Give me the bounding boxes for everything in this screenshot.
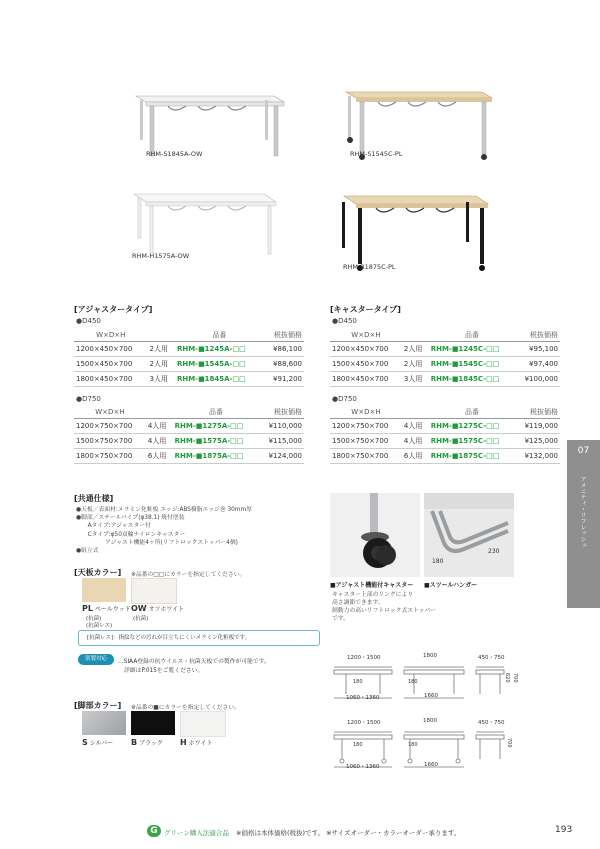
table-row — [74, 342, 304, 357]
column-header: 品番 — [429, 328, 516, 342]
table-row — [74, 449, 304, 464]
dim-base-a: 1060・1360 — [346, 695, 380, 701]
table-cell: ¥132,000 — [515, 449, 560, 464]
spec-line: ●天板／表面材:メラミン化粧板 エッジ:ABS樹脂エッジ巻 30mm厚 — [76, 507, 252, 513]
table-cell: RHM-■1575A-□□ — [173, 434, 260, 449]
table-cell: 1500×750×700 — [74, 434, 146, 449]
leg-color-title: [脚部カラー] — [74, 701, 122, 710]
antibacterial-note-box: [抗菌レス]：指紋などの汚れが目立ちにくいメラミン化粧板です。 — [78, 630, 320, 646]
green-purchase-logo: G — [147, 825, 161, 837]
footer-note: ※価格は本体価格(税抜)です。 ※サイズオーダー・カラーオーダー承ります。 — [236, 829, 461, 837]
table-cell: ¥86,100 — [264, 342, 304, 357]
table-cell: ¥88,600 — [264, 357, 304, 372]
column-header: 品番 — [173, 405, 260, 419]
green-purchase-label: グリーン購入法適合品 — [164, 829, 229, 837]
table-cell: 3人用 — [148, 372, 175, 387]
table-cell: 1800×750×700 — [74, 449, 146, 464]
table-row — [330, 419, 560, 434]
swatch-off-white — [131, 578, 177, 604]
dim-base-b: 1660 — [424, 693, 438, 699]
custom-order-badge: 別製対応 — [78, 654, 114, 665]
hanger-dim-230: 230 — [488, 548, 500, 555]
color-sub-label: (抗菌) — [133, 616, 149, 622]
hanger-caption: ■スツールハンガー — [424, 582, 478, 589]
dim-height-700: 700 — [512, 673, 518, 683]
table-cell: 2人用 — [402, 342, 429, 357]
table-cell: ¥125,000 — [515, 434, 560, 449]
table-cell: 1500×750×700 — [330, 434, 402, 449]
depth-750-label: ●D750 — [76, 395, 101, 403]
dim-height-620: 620 — [504, 673, 510, 683]
column-header: 税抜価格 — [259, 405, 304, 419]
table-row — [74, 372, 304, 387]
table-cell: RHM-■1275C-□□ — [429, 419, 516, 434]
product-image-table-white-frame — [128, 180, 288, 260]
table-cell: ¥115,000 — [259, 434, 304, 449]
table-cell: ¥95,100 — [515, 342, 560, 357]
image-caption: RHM-S1845A-OW — [146, 150, 203, 158]
spec-line: Cタイプ:φ50双輪ナイロンキャスター — [76, 531, 186, 538]
swatch-white — [180, 711, 226, 737]
table-cell: 3人用 — [402, 372, 429, 387]
dim-base-a: 1060・1360 — [346, 764, 380, 770]
table-cell: 1200×450×700 — [74, 342, 148, 357]
column-header: W×D×H — [330, 405, 402, 419]
table-cell: 4人用 — [146, 434, 173, 449]
column-header: 品番 — [429, 405, 516, 419]
table-row — [74, 357, 304, 372]
dimension-drawing-bottom — [330, 725, 520, 785]
caster-caption: ■アジャスト機能付キャスター — [330, 582, 414, 589]
table-cell: RHM-■1845C-□□ — [429, 372, 516, 387]
dim-width-b: 1800 — [423, 653, 437, 659]
chapter-label: アメニティ・リフレッシュ — [579, 476, 586, 548]
table-cell: ¥124,000 — [259, 449, 304, 464]
spec-line: アジャスト機能4ヶ所(リフトロックストッパー4個) — [76, 539, 238, 546]
dim-base-b: 1660 — [424, 762, 438, 768]
swatch-pale-wood — [82, 578, 126, 602]
custom-order-text: 詳細はP.015をご覧ください。 — [124, 668, 204, 674]
dim-leg-180: 180 — [353, 742, 363, 748]
chapter-tab — [567, 440, 600, 608]
column-header — [148, 328, 175, 342]
column-header: 品番 — [175, 328, 264, 342]
caster-type-title: [キャスタータイプ] — [330, 305, 401, 314]
spec-line: ●脚部／スチールパイプ(φ38.1) 焼付塗装 — [76, 515, 185, 522]
dim-width-a: 1200・1500 — [347, 655, 381, 661]
table-row — [330, 372, 560, 387]
column-header: W×D×H — [330, 328, 402, 342]
depth-450-label: ●D450 — [332, 317, 357, 325]
dim-width-b: 1800 — [423, 718, 437, 724]
custom-order-text: …SIAA登録の抗ウイルス・抗菌天板での製作が可能です。 — [118, 659, 270, 665]
dim-leg-180: 180 — [353, 679, 363, 685]
dim-depth: 450・750 — [478, 720, 505, 726]
table-cell: RHM-■1575C-□□ — [429, 434, 516, 449]
leg-color-label-s: S シルバー — [82, 738, 114, 747]
table-cell: ¥100,000 — [515, 372, 560, 387]
color-label-ow: OW オフホワイト — [131, 604, 185, 613]
table-cell: 4人用 — [402, 419, 429, 434]
dim-height-700: 700 — [506, 738, 512, 748]
table-cell: RHM-■1875A-□□ — [173, 449, 260, 464]
column-header: 税抜価格 — [264, 328, 304, 342]
image-caption: RHM-B1875C-PL — [343, 263, 396, 271]
chapter-number: 07 — [577, 446, 590, 456]
leg-color-note: ※品番の■にカラーを指定してください。 — [131, 705, 240, 711]
column-header — [402, 405, 429, 419]
table-cell: 2人用 — [402, 357, 429, 372]
top-color-note: ※品番の□□にカラーを指定してください。 — [131, 572, 246, 578]
table-cell: RHM-■1545C-□□ — [429, 357, 516, 372]
table-cell: 1800×450×700 — [330, 372, 402, 387]
column-header — [146, 405, 173, 419]
caster-d750-table — [330, 405, 560, 464]
swatch-silver — [82, 711, 126, 735]
page-number: 193 — [555, 825, 573, 835]
table-cell: RHM-■1875C-□□ — [429, 449, 516, 464]
swatch-black — [131, 711, 175, 735]
table-row — [330, 434, 560, 449]
table-cell: RHM-■1845A-□□ — [175, 372, 264, 387]
column-header: W×D×H — [74, 405, 146, 419]
column-header: 税抜価格 — [515, 405, 560, 419]
table-cell: RHM-■1245C-□□ — [429, 342, 516, 357]
adjuster-d750-table — [74, 405, 304, 464]
color-sub-label: (抗菌) — [86, 616, 102, 622]
table-row — [330, 342, 560, 357]
top-color-title: [天板カラー] — [74, 568, 122, 577]
hanger-dim-180: 180 — [432, 558, 444, 565]
table-cell: ¥119,000 — [515, 419, 560, 434]
dim-leg-180: 180 — [408, 679, 418, 685]
dim-width-a: 1200・1500 — [347, 720, 381, 726]
depth-750-label: ●D750 — [332, 395, 357, 403]
common-spec-list — [76, 506, 316, 555]
table-cell: 6人用 — [402, 449, 429, 464]
caster-detail-photo — [330, 493, 420, 577]
table-row — [74, 434, 304, 449]
table-cell: 1200×750×700 — [330, 419, 402, 434]
table-row — [330, 357, 560, 372]
table-cell: 4人用 — [146, 419, 173, 434]
table-cell: RHM-■1545A-□□ — [175, 357, 264, 372]
depth-450-label: ●D450 — [76, 317, 101, 325]
table-cell: RHM-■1245A-□□ — [175, 342, 264, 357]
adjuster-type-title: [アジャスタータイプ] — [74, 305, 153, 314]
caster-description: キャスター上部のリングにより 高さ調節できます。 制動力の高いリフトロック式ストッパー です。 — [332, 592, 437, 622]
table-cell: ¥97,400 — [515, 357, 560, 372]
column-header — [402, 328, 429, 342]
table-cell: 1500×450×700 — [330, 357, 402, 372]
table-cell: 1500×450×700 — [74, 357, 148, 372]
caster-d450-table — [330, 328, 560, 387]
spec-line: Aタイプ:アジャスター付 — [76, 523, 151, 530]
leg-color-label-h: H ホワイト — [180, 738, 213, 747]
table-cell: 1200×750×700 — [74, 419, 146, 434]
dimension-drawing-top — [330, 660, 520, 720]
table-row — [74, 419, 304, 434]
spec-line: ●組立式 — [76, 548, 99, 555]
table-cell: 2人用 — [148, 357, 175, 372]
table-cell: ¥110,000 — [259, 419, 304, 434]
common-spec-title: [共通仕様] — [74, 494, 114, 503]
table-row — [330, 449, 560, 464]
table-cell: 2人用 — [148, 342, 175, 357]
image-caption: RHM-H1575A-OW — [132, 252, 190, 260]
table-cell: 1200×450×700 — [330, 342, 402, 357]
table-cell: 1800×750×700 — [330, 449, 402, 464]
table-cell: 4人用 — [402, 434, 429, 449]
table-cell: RHM-■1275A-□□ — [173, 419, 260, 434]
leg-color-label-b: B ブラック — [131, 738, 163, 747]
adjuster-d450-table — [74, 328, 304, 387]
column-header: W×D×H — [74, 328, 148, 342]
color-label-pl: PL ペールウッド — [82, 604, 131, 613]
table-cell: 6人用 — [146, 449, 173, 464]
table-cell: ¥91,200 — [264, 372, 304, 387]
table-cell: 1800×450×700 — [74, 372, 148, 387]
dim-depth: 450・750 — [478, 655, 505, 661]
color-sub-label: (抗菌レス) — [86, 623, 113, 629]
column-header: 税抜価格 — [515, 328, 560, 342]
image-caption: RHM-S1545C-PL — [350, 150, 403, 158]
dim-leg-180: 180 — [408, 742, 418, 748]
